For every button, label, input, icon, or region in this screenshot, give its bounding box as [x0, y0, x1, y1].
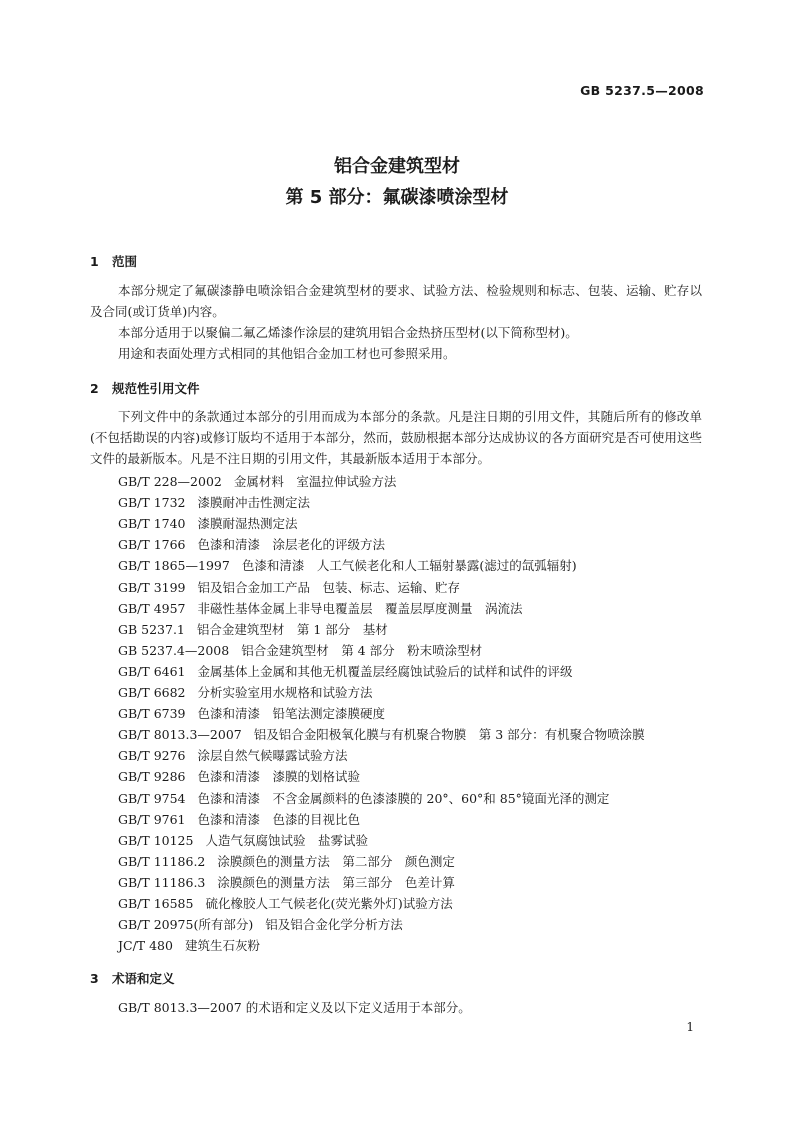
- reference-item: [118, 555, 577, 576]
- reference-item: [118, 914, 403, 935]
- reference-title: 涂层自然气候曝露试验方法: [197, 748, 348, 764]
- reference-title: 硫化橡胶人工气候老化(荧光紫外灯)试验方法: [205, 896, 453, 911]
- reference-code: GB/T 20975(所有部分): [118, 917, 254, 933]
- section-number: 1: [90, 254, 99, 269]
- reference-title: 漆膜耐湿热测定法: [197, 516, 298, 532]
- reference-code: GB/T 11186.3: [118, 874, 206, 890]
- reference-code: GB/T 3199: [118, 579, 186, 595]
- reference-item: [118, 809, 360, 830]
- reference-title: 人造气氛腐蚀试验 盐雾试验: [205, 832, 368, 848]
- reference-title: 色漆和清漆 漆膜的划格试验: [197, 769, 361, 785]
- reference-code: GB/T 228—2002: [118, 474, 222, 489]
- reference-title: 铝及铝合金化学分析方法: [265, 917, 403, 933]
- reference-item: [118, 682, 373, 703]
- reference-code: GB/T 8013.3—2007: [118, 727, 242, 743]
- reference-code: GB/T 1732: [118, 495, 186, 511]
- references-intro-paragraph: 下列文件中的条款通过本部分的引用而成为本部分的条款。凡是注日期的引用文件，其随后所有的修改单(不包括勘误的内容)或修订版均不适用于本部分，然而，鼓励根据本部分达成协议的各方面研究是否可使用这些文件的最新版本。凡是不注日期的引用文件，其最新版本适用于本部分。: [90, 409, 702, 466]
- reference-item: [118, 492, 310, 513]
- reference-code: JC/T 480: [118, 938, 173, 954]
- section-number: 2: [90, 381, 99, 396]
- reference-code: GB 5237.4—2008: [118, 642, 230, 658]
- reference-item: [118, 745, 348, 766]
- reference-item: [118, 935, 260, 956]
- standard-code: GB 5237.5—2008: [580, 83, 704, 98]
- reference-title: 色漆和清漆 不含金属颜料的色漆漆膜的 20°、60°和 85°镜面光泽的测定: [197, 790, 610, 806]
- reference-code: GB 5237.1: [118, 621, 185, 637]
- reference-item: [118, 851, 455, 872]
- reference-code: GB/T 10125: [118, 832, 194, 848]
- reference-title: 色漆和清漆 人工气候老化和人工辐射暴露(滤过的氙弧辐射): [241, 558, 577, 574]
- page-number: 1: [686, 1020, 694, 1034]
- scope-paragraph-2: 本部分适用于以聚偏二氟乙烯漆作涂层的建筑用铝合金热挤压型材(以下简称型材)。: [118, 325, 578, 340]
- reference-item: [118, 703, 385, 724]
- section-title: 规范性引用文件: [112, 381, 200, 396]
- section-title: 范围: [112, 254, 138, 269]
- reference-title: 铝及铝合金阳极氧化膜与有机聚合物膜 第 3 部分：有机聚合物喷涂膜: [253, 727, 645, 743]
- section-heading-normative-references: [90, 379, 200, 397]
- reference-item: [118, 872, 455, 893]
- reference-title: 铝合金建筑型材 第 4 部分 粉末喷涂型材: [241, 642, 483, 658]
- reference-title: 涂膜颜色的测量方法 第二部分 颜色测定: [217, 853, 455, 869]
- reference-title: 色漆和清漆 铅笔法测定漆膜硬度: [197, 706, 386, 722]
- reference-code: GB/T 1865—1997: [118, 558, 230, 574]
- reference-title: 漆膜耐冲击性测定法: [197, 495, 311, 511]
- reference-code: GB/T 6739: [118, 706, 186, 722]
- reference-title: 非磁性基体金属上非导电覆盖层 覆盖层厚度测量 涡流法: [197, 600, 523, 616]
- reference-item: [118, 640, 482, 661]
- section-title: 术语和定义: [112, 971, 175, 986]
- reference-code: GB/T 9761: [118, 811, 186, 827]
- reference-code: GB/T 6682: [118, 685, 186, 700]
- reference-code: GB/T 16585: [118, 896, 194, 911]
- scope-paragraph-1: 本部分规定了氟碳漆静电喷涂铝合金建筑型材的要求、试验方法、检验规则和标志、包装、运输、贮存以及合同(或订货单)内容。: [90, 283, 702, 319]
- reference-item: [118, 788, 609, 809]
- reference-item: [118, 724, 645, 745]
- reference-item: [118, 619, 388, 640]
- reference-code: GB/T 1740: [118, 516, 186, 532]
- reference-title: 建筑生石灰粉: [184, 938, 260, 954]
- reference-item: [118, 661, 573, 682]
- reference-code: GB/T 9754: [118, 790, 186, 806]
- section-number: 3: [90, 971, 99, 986]
- section-heading-scope: [90, 252, 137, 270]
- reference-item: [118, 598, 523, 619]
- reference-code: GB/T 9276: [118, 748, 186, 764]
- reference-code: GB/T 9286: [118, 769, 186, 785]
- reference-title: 铝合金建筑型材 第 1 部分 基材: [196, 621, 388, 637]
- reference-title: 金属基体上金属和其他无机覆盖层经腐蚀试验后的试样和试件的评级: [197, 663, 573, 679]
- reference-title: 分析实验室用水规格和试验方法: [197, 685, 373, 700]
- scope-paragraph-3: 用途和表面处理方式相同的其他铝合金加工材也可参照采用。: [118, 346, 456, 361]
- reference-title: 金属材料 室温拉伸试验方法: [233, 474, 397, 489]
- reference-item: [118, 893, 453, 914]
- reference-code: GB/T 11186.2: [118, 853, 206, 869]
- reference-code: GB/T 1766: [118, 537, 186, 553]
- reference-title: 涂膜颜色的测量方法 第三部分 色差计算: [217, 874, 455, 890]
- reference-title: 铝及铝合金加工产品 包装、标志、运输、贮存: [197, 579, 461, 595]
- reference-item: [118, 830, 368, 851]
- reference-code: GB/T 4957: [118, 600, 186, 616]
- document-subtitle: 第 5 部分：氟碳漆喷涂型材: [285, 187, 509, 208]
- reference-item: [118, 534, 385, 555]
- reference-item: [118, 577, 460, 598]
- reference-item: [118, 766, 360, 787]
- section-heading-terms: [90, 969, 175, 987]
- terms-paragraph: GB/T 8013.3—2007 的术语和定义及以下定义适用于本部分。: [118, 1000, 471, 1015]
- reference-title: 色漆和清漆 涂层老化的评级方法: [197, 537, 386, 553]
- reference-title: 色漆和清漆 色漆的目视比色: [197, 811, 361, 827]
- document-title: 铝合金建筑型材: [334, 156, 460, 177]
- reference-item: [118, 471, 396, 492]
- reference-code: GB/T 6461: [118, 663, 186, 679]
- reference-item: [118, 513, 298, 534]
